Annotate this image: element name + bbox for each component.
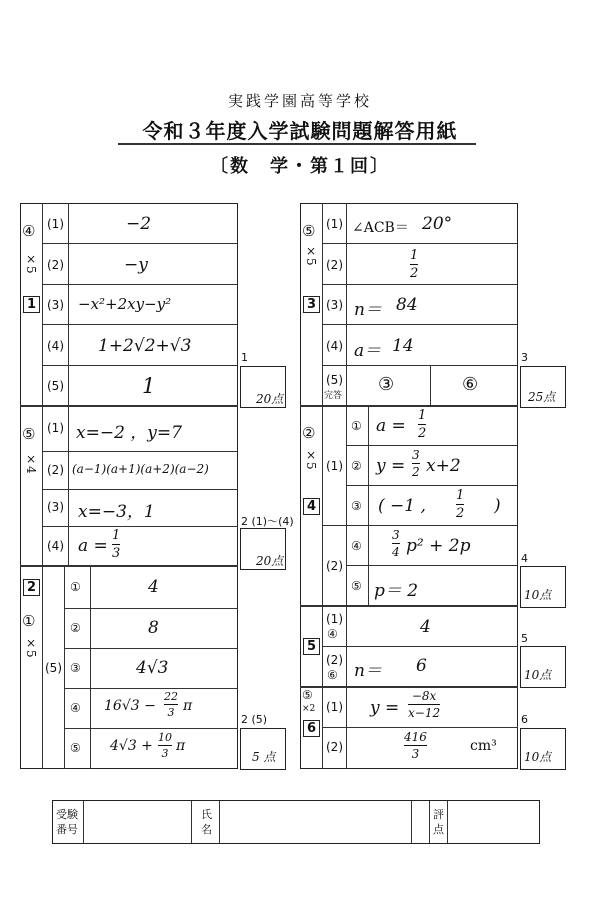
answer: 4√3: [136, 658, 169, 678]
answer: ③: [378, 374, 395, 395]
sub-number: (1): [47, 421, 64, 435]
divider: [90, 565, 91, 769]
divider: [42, 243, 238, 244]
answer-prefix: ∠ACB＝: [352, 220, 409, 236]
divider: [322, 646, 518, 647]
score-label: 4: [521, 552, 528, 565]
score-mark: ⑤: [302, 222, 316, 240]
answer: 1+2√2+√3: [98, 336, 192, 356]
divider: [42, 203, 43, 405]
answer: p² + 2p: [406, 536, 471, 556]
exam-number-label: [56, 807, 78, 837]
divider: [64, 728, 238, 729]
numerator: 416: [404, 730, 427, 744]
divider: [42, 365, 238, 366]
answer: 16√3 −: [104, 698, 156, 714]
left-answer-table: [20, 203, 238, 769]
sub-number: ②: [351, 459, 362, 473]
answer: 1: [142, 374, 156, 398]
divider: [368, 405, 369, 605]
divider: [346, 405, 347, 605]
sub-number: (1): [326, 217, 343, 231]
divider: [68, 203, 69, 405]
divider: [447, 801, 448, 843]
answer: 4√3 +: [110, 738, 153, 754]
label-line: 評: [433, 808, 444, 821]
denominator: 4: [392, 545, 400, 559]
question-number: 4: [303, 498, 320, 515]
sub-number: ⑤: [351, 579, 362, 593]
divider: [68, 405, 69, 565]
divider: [42, 284, 238, 285]
answer: 14: [392, 336, 414, 356]
sub-number: ①: [351, 419, 362, 433]
score-value: 10点: [524, 588, 552, 602]
divider: [322, 284, 518, 285]
sub-number: ⑤: [70, 741, 81, 755]
multiplier: ×5: [24, 636, 38, 658]
denominator: 3: [161, 747, 169, 760]
group-number: (1): [326, 459, 343, 473]
numerator: 1: [418, 408, 427, 423]
answer: 84: [396, 295, 418, 315]
numerator: 3: [412, 448, 420, 462]
label-line: 受験: [56, 808, 78, 821]
score-mark: ⑥: [327, 668, 338, 682]
school-name: 実践学園高等学校: [227, 92, 372, 110]
answer-prefix: a =: [376, 416, 406, 436]
answer: x=−2 ，y=7: [76, 423, 182, 443]
footer-table: [52, 800, 540, 844]
answer-suffix: π: [183, 698, 193, 714]
fraction: [158, 731, 172, 760]
sub-number: (5): [326, 373, 343, 387]
score-value: 20点: [256, 392, 284, 406]
score-mark: ④: [22, 222, 36, 240]
fraction: [112, 528, 120, 561]
answer-prefix: n＝: [354, 300, 382, 320]
numerator: 22: [164, 690, 178, 703]
answer-prefix: n＝: [354, 661, 382, 681]
sub-number: ②: [70, 621, 81, 635]
multiplier: ×4: [24, 452, 38, 474]
sub-number: ①: [70, 580, 81, 594]
label-line: 番号: [56, 823, 78, 836]
divider: [42, 489, 238, 490]
multiplier: ×2: [302, 704, 316, 714]
sub-number: (4): [47, 539, 64, 553]
sub-number: ④: [351, 539, 362, 553]
score-mark: ②: [302, 424, 316, 442]
divider: [219, 801, 220, 843]
divider: [300, 405, 518, 407]
sub-number: (2): [47, 463, 64, 477]
answer: −x²+2xy−y²: [78, 295, 172, 313]
question-number: 5: [303, 638, 320, 655]
sub-number: (4): [326, 339, 343, 353]
question-number: 3: [303, 296, 320, 313]
score-value: 25点: [528, 390, 556, 404]
answer: (a−1)(a+1)(a+2)(a−2): [72, 462, 209, 476]
answer-suffix: ): [494, 496, 501, 516]
denominator: x−12: [408, 706, 441, 720]
divider: [346, 445, 518, 446]
divider: [191, 801, 192, 843]
sub-number: (3): [326, 298, 343, 312]
denominator: 3: [167, 706, 175, 719]
denominator: 2: [456, 506, 465, 521]
divider: [64, 688, 238, 689]
divider: [300, 605, 518, 607]
answer: 4: [148, 577, 159, 597]
denominator: 2: [412, 465, 420, 479]
fraction: [404, 730, 427, 761]
answer: 20°: [422, 214, 453, 234]
complete-answer-note: 完答: [324, 391, 343, 401]
answer-suffix: x+2: [426, 456, 461, 476]
numerator: −8x: [411, 689, 437, 703]
divider: [322, 324, 518, 325]
divider: [346, 485, 518, 486]
divider: [42, 324, 238, 325]
page-title: 令和３年度入学試験問題解答用紙: [142, 119, 458, 143]
fraction: [412, 448, 420, 479]
divider: [322, 525, 518, 526]
fraction: [164, 690, 178, 719]
right-answer-table: [300, 203, 518, 769]
answer: p＝ 2: [374, 581, 419, 601]
answer: 6: [416, 656, 427, 676]
score-total-label: [433, 807, 444, 837]
divider: [42, 451, 238, 452]
sub-number: (4): [47, 339, 64, 353]
fraction: [456, 488, 464, 521]
answer: −y: [124, 255, 148, 275]
sub-number: (1): [47, 217, 64, 231]
sub-number: (5): [47, 379, 64, 393]
score-label: 2 (5): [241, 713, 268, 726]
sub-number: ③: [351, 499, 362, 513]
divider: [42, 405, 43, 565]
sub-number: (3): [47, 500, 64, 514]
score-value: 20点: [256, 554, 284, 568]
answer: 4: [420, 617, 431, 637]
divider: [346, 203, 347, 405]
answer: ⑥: [462, 374, 479, 395]
divider: [300, 686, 518, 688]
divider: [42, 565, 43, 769]
sub-number: (3): [47, 298, 64, 312]
answer-prefix: y =: [370, 698, 400, 718]
subject-label: 〔数 学・第１回〕: [210, 156, 390, 177]
question-number: 2: [23, 579, 40, 596]
score-mark: ⑤: [22, 425, 36, 443]
score-label: 2 (1)〜(4): [241, 515, 294, 528]
multiplier: ×5: [304, 448, 318, 470]
sub-number: (2): [326, 653, 343, 667]
divider: [411, 801, 412, 843]
divider: [430, 365, 431, 405]
divider: [20, 565, 238, 567]
answer: ( −1 ,: [378, 496, 426, 516]
group-number: (5): [45, 661, 62, 675]
numerator: 1: [456, 488, 465, 503]
sub-number: (1): [326, 700, 343, 714]
divider: [64, 648, 238, 649]
divider: [322, 243, 518, 244]
numerator: 3: [392, 528, 400, 542]
title-underline: [118, 143, 476, 145]
unit-label: cm³: [470, 738, 497, 754]
divider: [322, 203, 323, 405]
sub-number: (2): [326, 258, 343, 272]
score-value: 10点: [524, 668, 552, 682]
fraction: [418, 408, 426, 441]
divider: [322, 727, 518, 728]
denominator: 2: [410, 266, 419, 281]
sub-number: (2): [47, 258, 64, 272]
score-value: 10点: [524, 750, 552, 764]
answer: 8: [148, 618, 159, 638]
score-mark: ④: [327, 627, 338, 641]
answer-prefix: a＝: [354, 341, 382, 361]
multiplier: ×5: [24, 252, 38, 274]
divider: [346, 565, 518, 566]
denominator: 3: [112, 546, 121, 561]
score-label: 3: [521, 351, 528, 364]
score-mark: ⑤: [302, 688, 313, 702]
question-number: 6: [303, 720, 320, 737]
divider: [20, 405, 238, 407]
numerator: 10: [158, 731, 172, 744]
sub-number: (1): [326, 612, 343, 626]
numerator: 1: [410, 248, 419, 263]
sub-number: ④: [70, 701, 81, 715]
divider: [64, 608, 238, 609]
answer: −2: [126, 214, 152, 234]
divider: [322, 405, 323, 605]
score-mark: ①: [22, 612, 36, 630]
denominator: 2: [418, 426, 427, 441]
group-number: (2): [326, 559, 343, 573]
divider: [83, 801, 84, 843]
label-line: 点: [433, 823, 444, 836]
sub-number: ③: [70, 661, 81, 675]
divider: [429, 801, 430, 843]
sub-number: (2): [326, 740, 343, 754]
score-label: 6: [521, 713, 528, 726]
denominator: 3: [411, 747, 420, 761]
question-number: 1: [23, 296, 40, 313]
answer: x=−3，1: [78, 502, 155, 522]
fraction: [410, 248, 418, 281]
fraction: [392, 528, 400, 559]
divider: [322, 365, 518, 366]
divider: [64, 565, 65, 769]
score-label: 1: [241, 351, 248, 364]
fraction: [408, 689, 440, 720]
answer-prefix: y =: [376, 456, 406, 476]
answer-suffix: π: [176, 738, 186, 754]
name-label: [201, 807, 212, 837]
score-label: 5: [521, 632, 528, 645]
divider: [42, 526, 238, 527]
label-line: 氏: [201, 808, 212, 821]
score-value: 5 点: [252, 750, 276, 764]
numerator: 1: [112, 528, 121, 543]
answer-prefix: a =: [78, 536, 108, 556]
label-line: 名: [201, 823, 212, 836]
multiplier: ×5: [304, 244, 318, 266]
